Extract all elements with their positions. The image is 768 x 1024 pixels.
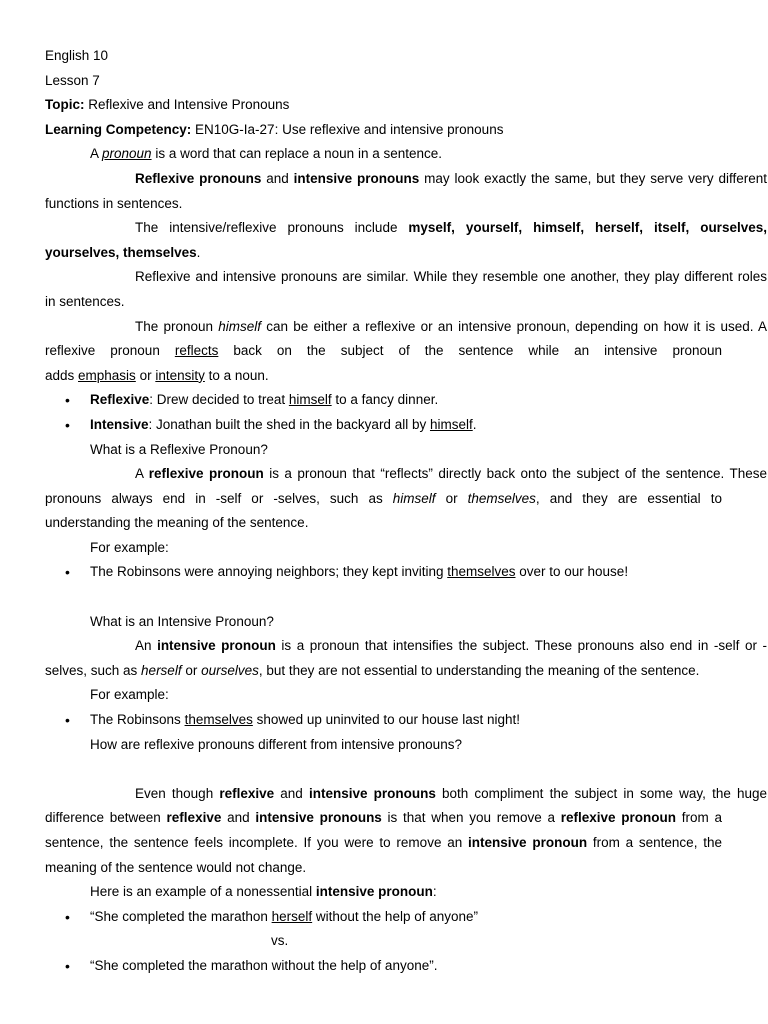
paragraph-himself-line2: reflexive pronoun reflects back on the subject of the sentence while an intensive pronoun bbox=[45, 343, 722, 359]
paragraph-difference-line1: Even though reflexive and intensive pronouns both compliment the subject in some way, the huge bbox=[135, 785, 768, 801]
document-page bbox=[45, 44, 768, 979]
paragraph-intensive-def-line2: selves, such as herself or ourselves, but they are not essential to understanding the meaning of the sentence. bbox=[45, 662, 700, 678]
spacer bbox=[45, 585, 722, 610]
topic-text: Reflexive and Intensive Pronouns bbox=[84, 97, 290, 113]
pronoun-term: pronoun bbox=[102, 146, 152, 162]
paragraph-difference-line3: sentence, the sentence feels incomplete. If you were to remove an intensive pronoun from a sentence, the bbox=[45, 835, 722, 850]
paragraph-himself-line3: adds emphasis or intensity to a noun. bbox=[45, 367, 269, 383]
heading-reflexive-question: What is a Reflexive Pronoun? bbox=[90, 441, 268, 457]
list-item-reflexive-example: • Reflexive: Drew decided to treat himself to a fancy dinner. bbox=[45, 388, 722, 413]
paragraph-reflexive-def-line1: A reflexive pronoun is a pronoun that “reflects” directly back onto the subject of the sentence. These bbox=[135, 466, 767, 482]
course-title: English 10 bbox=[45, 48, 109, 63]
competency-text: EN10G-Ia-27: Use reflexive and intensive pronouns bbox=[191, 121, 504, 137]
paragraph-similar-line1: Reflexive and intensive pronouns are similar. While they resemble one another, they play different roles bbox=[135, 269, 767, 285]
heading-difference-question: How are reflexive pronouns different from intensive pronouns? bbox=[90, 736, 462, 752]
versus-label: vs. bbox=[271, 933, 289, 949]
paragraph-pronoun-list-line1: The intensive/reflexive pronouns include myself, yourself, himself, herself, itself, ourselves, bbox=[135, 220, 767, 236]
list-item-marathon-plain: • “She completed the marathon without the help of anyone”. bbox=[45, 954, 722, 979]
paragraph-reflexive-def-line3: understanding the meaning of the sentence. bbox=[45, 515, 309, 531]
paragraph-intensive-def-line1: An intensive pronoun is a pronoun that intensifies the subject. These pronouns also end in -self or - bbox=[135, 638, 767, 654]
for-example-label: For example: bbox=[90, 687, 169, 703]
paragraph-himself-line1: The pronoun himself can be either a reflexive or an intensive pronoun, depending on how it is used. A bbox=[135, 318, 767, 334]
competency-label: Learning Competency: bbox=[45, 121, 192, 137]
list-item-robinsons-reflexive: • The Robinsons were annoying neighbors; they kept inviting themselves over to our house! bbox=[45, 560, 722, 585]
paragraph-similar-line2: in sentences. bbox=[45, 293, 125, 309]
topic-label: Topic: bbox=[45, 97, 85, 113]
lesson-number: Lesson 7 bbox=[45, 72, 100, 88]
spacer bbox=[45, 757, 722, 782]
paragraph-pronoun-list-line2: yourselves, themselves. bbox=[45, 244, 201, 260]
paragraph-difference-line2: difference between reflexive and intensive pronouns is that when you remove a reflexive pronoun from a bbox=[45, 810, 722, 826]
list-item-marathon-herself: • “She completed the marathon herself without the help of anyone” bbox=[45, 905, 722, 930]
topic-line bbox=[45, 93, 722, 118]
list-item-intensive-example: • Intensive: Jonathan built the shed in the backyard all by himself. bbox=[45, 413, 722, 438]
paragraph-look-same-line1: Reflexive pronouns and intensive pronouns may look exactly the same, but they serve very different bbox=[135, 170, 768, 186]
paragraph-difference-line4: meaning of the sentence would not change. bbox=[45, 859, 307, 875]
paragraph-reflexive-def-line2: pronouns always end in -self or -selves, such as himself or themselves, and they are essential to bbox=[45, 490, 722, 506]
list-item-robinsons-intensive: • The Robinsons themselves showed up uninvited to our house last night! bbox=[45, 708, 722, 733]
competency-line bbox=[45, 118, 722, 143]
paragraph-nonessential-intro: Here is an example of a nonessential intensive pronoun: bbox=[90, 884, 437, 900]
paragraph-pronoun-definition: A pronoun is a word that can replace a noun in a sentence. bbox=[90, 146, 442, 162]
heading-intensive-question: What is an Intensive Pronoun? bbox=[90, 613, 274, 629]
paragraph-look-same-line2: functions in sentences. bbox=[45, 195, 183, 211]
for-example-label: For example: bbox=[90, 539, 169, 555]
